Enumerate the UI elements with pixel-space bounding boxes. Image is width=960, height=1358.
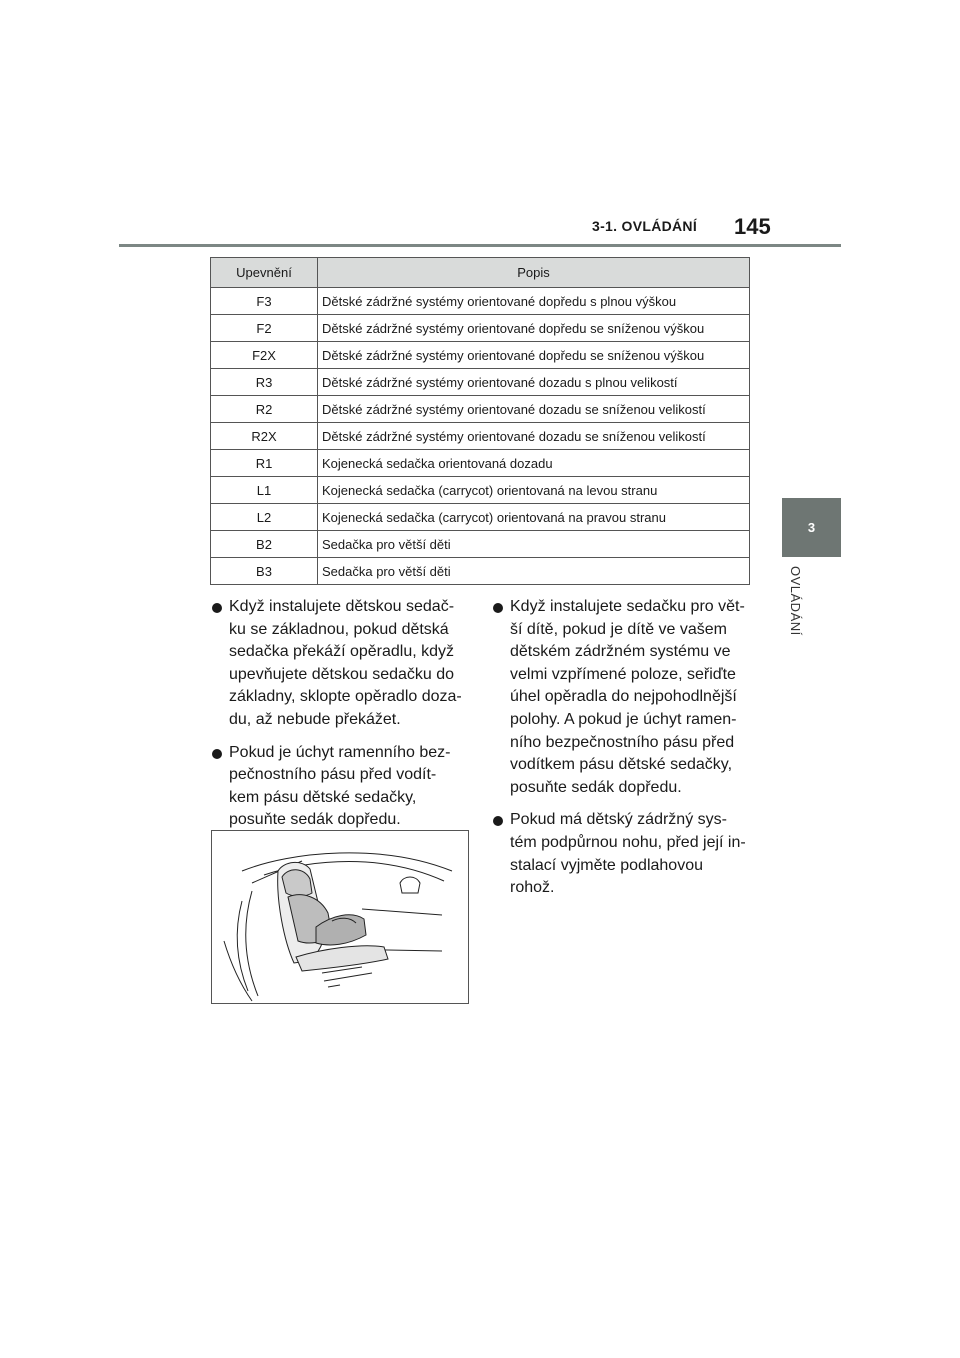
fixture-table	[210, 257, 750, 585]
fixture-code: R2X	[211, 423, 318, 450]
bullet-dot-icon	[212, 749, 222, 759]
text-line: upevňujete dětskou sedačku do	[229, 665, 455, 683]
bullet-item	[493, 596, 755, 799]
table-row	[211, 477, 750, 504]
bullet-item	[493, 809, 755, 899]
section-title: 3-1. OVLÁDÁNÍ	[592, 218, 698, 234]
fixture-description: Dětské zádržné systémy orientované dopředu se sníženou výškou	[318, 342, 750, 369]
bullet-item	[212, 596, 470, 732]
text-line: du, až nebude překážet.	[229, 710, 401, 728]
text-line: Pokud má dětský zádržný sys-	[510, 811, 727, 829]
chapter-number: 3	[807, 520, 816, 535]
chapter-side-title: OVLÁDÁNÍ	[788, 566, 803, 636]
fixture-description: Kojenecká sedačka (carrycot) orientovaná na levou stranu	[318, 477, 750, 504]
child-seat-illustration	[211, 830, 469, 1004]
fixture-description: Kojenecká sedačka orientovaná dozadu	[318, 450, 750, 477]
text-line: velmi vzpřímené poloze, seřiďte	[510, 665, 736, 683]
fixture-description: Dětské zádržné systémy orientované dozadu s plnou velikostí	[318, 369, 750, 396]
right-text-column	[493, 596, 755, 910]
fixture-code: B3	[211, 558, 318, 585]
text-line: polohy. A pokud je úchyt ramen-	[510, 710, 737, 728]
fixture-code: B2	[211, 531, 318, 558]
fixture-description: Sedačka pro větší děti	[318, 558, 750, 585]
table-row	[211, 531, 750, 558]
text-line: Pokud je úchyt ramenního bez-	[229, 743, 451, 761]
text-line: posuňte sedák dopředu.	[229, 811, 401, 829]
text-line: stalací vyjměte podlahovou	[510, 856, 703, 874]
text-line: ku se základnou, pokud dětská	[229, 620, 449, 638]
fixture-code: R1	[211, 450, 318, 477]
fixture-description: Sedačka pro větší děti	[318, 531, 750, 558]
car-seat-drawing	[212, 831, 468, 1003]
table-header-row	[211, 258, 750, 288]
fixture-code: L1	[211, 477, 318, 504]
text-line: úhel opěradla do nejpohodlnější	[510, 688, 737, 706]
text-line: ší dítě, pokud je dítě ve vašem	[510, 620, 728, 638]
text-line: kem pásu dětské sedačky,	[229, 788, 417, 806]
header-divider	[119, 244, 841, 247]
text-line: Když instalujete sedačku pro vět-	[510, 598, 745, 615]
column-header-upevneni: Upevnění	[211, 258, 318, 288]
bullet-dot-icon	[493, 603, 503, 613]
fixture-description: Dětské zádržné systémy orientované dozadu se sníženou velikostí	[318, 396, 750, 423]
fixture-description: Dětské zádržné systémy orientované dopředu s plnou výškou	[318, 288, 750, 315]
table-row	[211, 369, 750, 396]
bullet-dot-icon	[493, 816, 503, 826]
fixture-code: F3	[211, 288, 318, 315]
fixture-code: L2	[211, 504, 318, 531]
table-row	[211, 423, 750, 450]
page-number: 145	[734, 214, 771, 239]
text-line: Když instalujete dětskou sedač-	[229, 598, 455, 615]
text-line: pečnostního pásu před vodít-	[229, 766, 437, 784]
table-row	[211, 288, 750, 315]
table-row	[211, 504, 750, 531]
text-line: sedačka překáží opěradlu, když	[229, 643, 455, 661]
table-row	[211, 315, 750, 342]
fixture-description: Dětské zádržné systémy orientované dozadu se sníženou velikostí	[318, 423, 750, 450]
text-line: základny, sklopte opěradlo doza-	[229, 688, 462, 706]
left-text-column	[212, 596, 470, 842]
text-line: dětském zádržném systému ve	[510, 643, 731, 661]
table-row	[211, 342, 750, 369]
chapter-tab	[782, 498, 841, 557]
fixture-description: Kojenecká sedačka (carrycot) orientovaná na pravou stranu	[318, 504, 750, 531]
fixture-code: R2	[211, 396, 318, 423]
column-header-popis: Popis	[318, 258, 750, 288]
fixture-code: F2X	[211, 342, 318, 369]
text-line: rohož.	[510, 879, 555, 897]
table-row	[211, 396, 750, 423]
text-line: tém podpůrnou nohu, před její in-	[510, 833, 746, 851]
bullet-item	[212, 742, 470, 832]
text-line: vodítkem pásu dětské sedačky,	[510, 756, 733, 774]
fixture-description: Dětské zádržné systémy orientované dopředu se sníženou výškou	[318, 315, 750, 342]
text-line: ního bezpečnostního pásu před	[510, 733, 735, 751]
table-row	[211, 450, 750, 477]
text-line: posuňte sedák dopředu.	[510, 778, 682, 796]
fixture-code: F2	[211, 315, 318, 342]
table-row	[211, 558, 750, 585]
fixture-code: R3	[211, 369, 318, 396]
bullet-dot-icon	[212, 603, 222, 613]
